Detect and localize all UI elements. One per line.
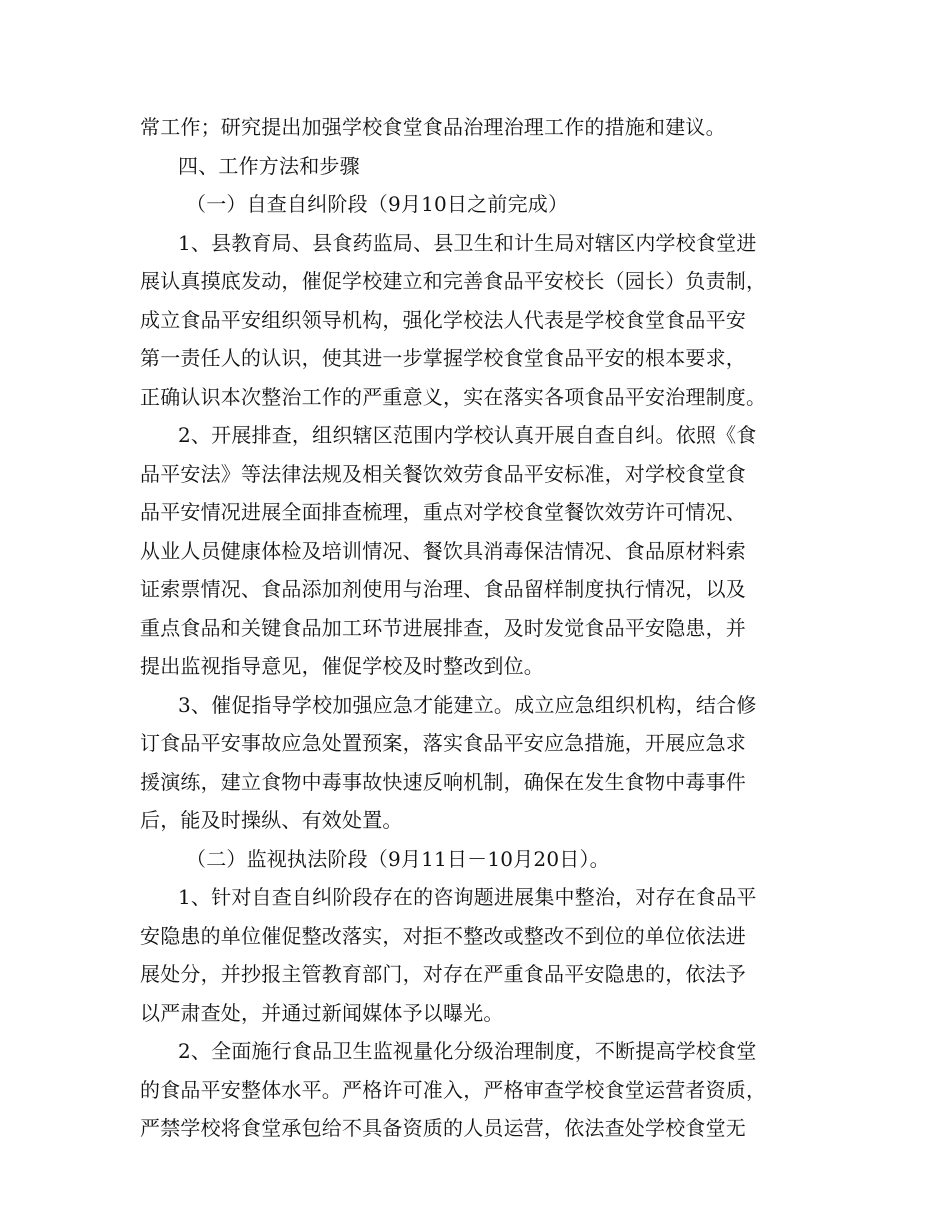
text-line: 1、县教育局、县食药监局、县卫生和计生局对辖区内学校食堂进 (178, 230, 757, 255)
text-line: 后，能及时操纵、有效处置。 (140, 808, 403, 832)
text-line: 第一责任人的认识，使其进一步掌握学校食堂食品平安的根本要求， (140, 346, 746, 370)
text-line: 严禁学校将食堂承包给不具备资质的人员运营，依法查处学校食堂无 (140, 1116, 746, 1140)
section-heading: 四、工作方法和步骤 (178, 153, 360, 178)
text-line: 2、全面施行食品卫生监视量化分级治理制度，不断提高学校食堂 (178, 1039, 757, 1063)
subsection-heading: （二）监视执法阶段（9月11日－10月20日）。 (186, 846, 610, 871)
text-line: 展处分，并抄报主管教育部门，对存在严重食品平安隐患的，依法予 (140, 962, 746, 986)
text-line: 的食品平安整体水平。严格许可准入，严格审查学校食堂运营者资质， (140, 1077, 767, 1102)
text-line: 2、开展排查，组织辖区范围内学校认真开展自查自纠。依照《食 (178, 423, 757, 447)
text-line: 常工作；研究提出加强学校食堂食品治理治理工作的措施和建议。 (140, 115, 726, 139)
document-body (140, 108, 820, 1148)
text-line: 成立食品平安组织领导机构，强化学校法人代表是学校食堂食品平安 (140, 307, 746, 332)
text-line: 以严肃查处，并通过新闻媒体予以曝光。 (140, 1000, 504, 1025)
text-line: 正确认识本次整治工作的严重意义，实在落实各项食品平安治理制度。 (140, 384, 767, 409)
text-line: 品平安法》等法律法规及相关餐饮效劳食品平安标准，对学校食堂食 (140, 461, 746, 486)
text-line: 证索票情况、食品添加剂使用与治理、食品留样制度执行情况，以及 (140, 577, 746, 601)
text-line: 援演练，建立食物中毒事故快速反响机制，确保在发生食物中毒事件 (140, 769, 746, 794)
text-line: 展认真摸底发动，催促学校建立和完善食品平安校长（园长）负责制， (140, 269, 767, 293)
text-line: 提出监视指导意见，催促学校及时整改到位。 (140, 654, 544, 678)
text-line: 品平安情况进展全面排查梳理，重点对学校食堂餐饮效劳许可情况、 (140, 500, 746, 524)
text-line: 安隐患的单位催促整改落实，对拒不整改或整改不到位的单位依法进 (140, 923, 746, 948)
text-line: 1、针对自查自纠阶段存在的咨询题进展集中整治，对存在食品平 (178, 885, 757, 909)
text-line: 重点食品和关键食品加工环节进展排查，及时发觉食品平安隐患，并 (140, 615, 746, 640)
text-line: 订食品平安事故应急处置预案，落实食品平安应急措施，开展应急求 (140, 731, 746, 755)
subsection-heading: （一）自查自纠阶段（9月10日之前完成） (186, 192, 569, 216)
text-line: 3、催促指导学校加强应急才能建立。成立应急组织机构，结合修 (178, 692, 757, 717)
text-line: 从业人员健康体检及培训情况、餐饮具消毒保洁情况、食品原材料索 (140, 538, 746, 563)
